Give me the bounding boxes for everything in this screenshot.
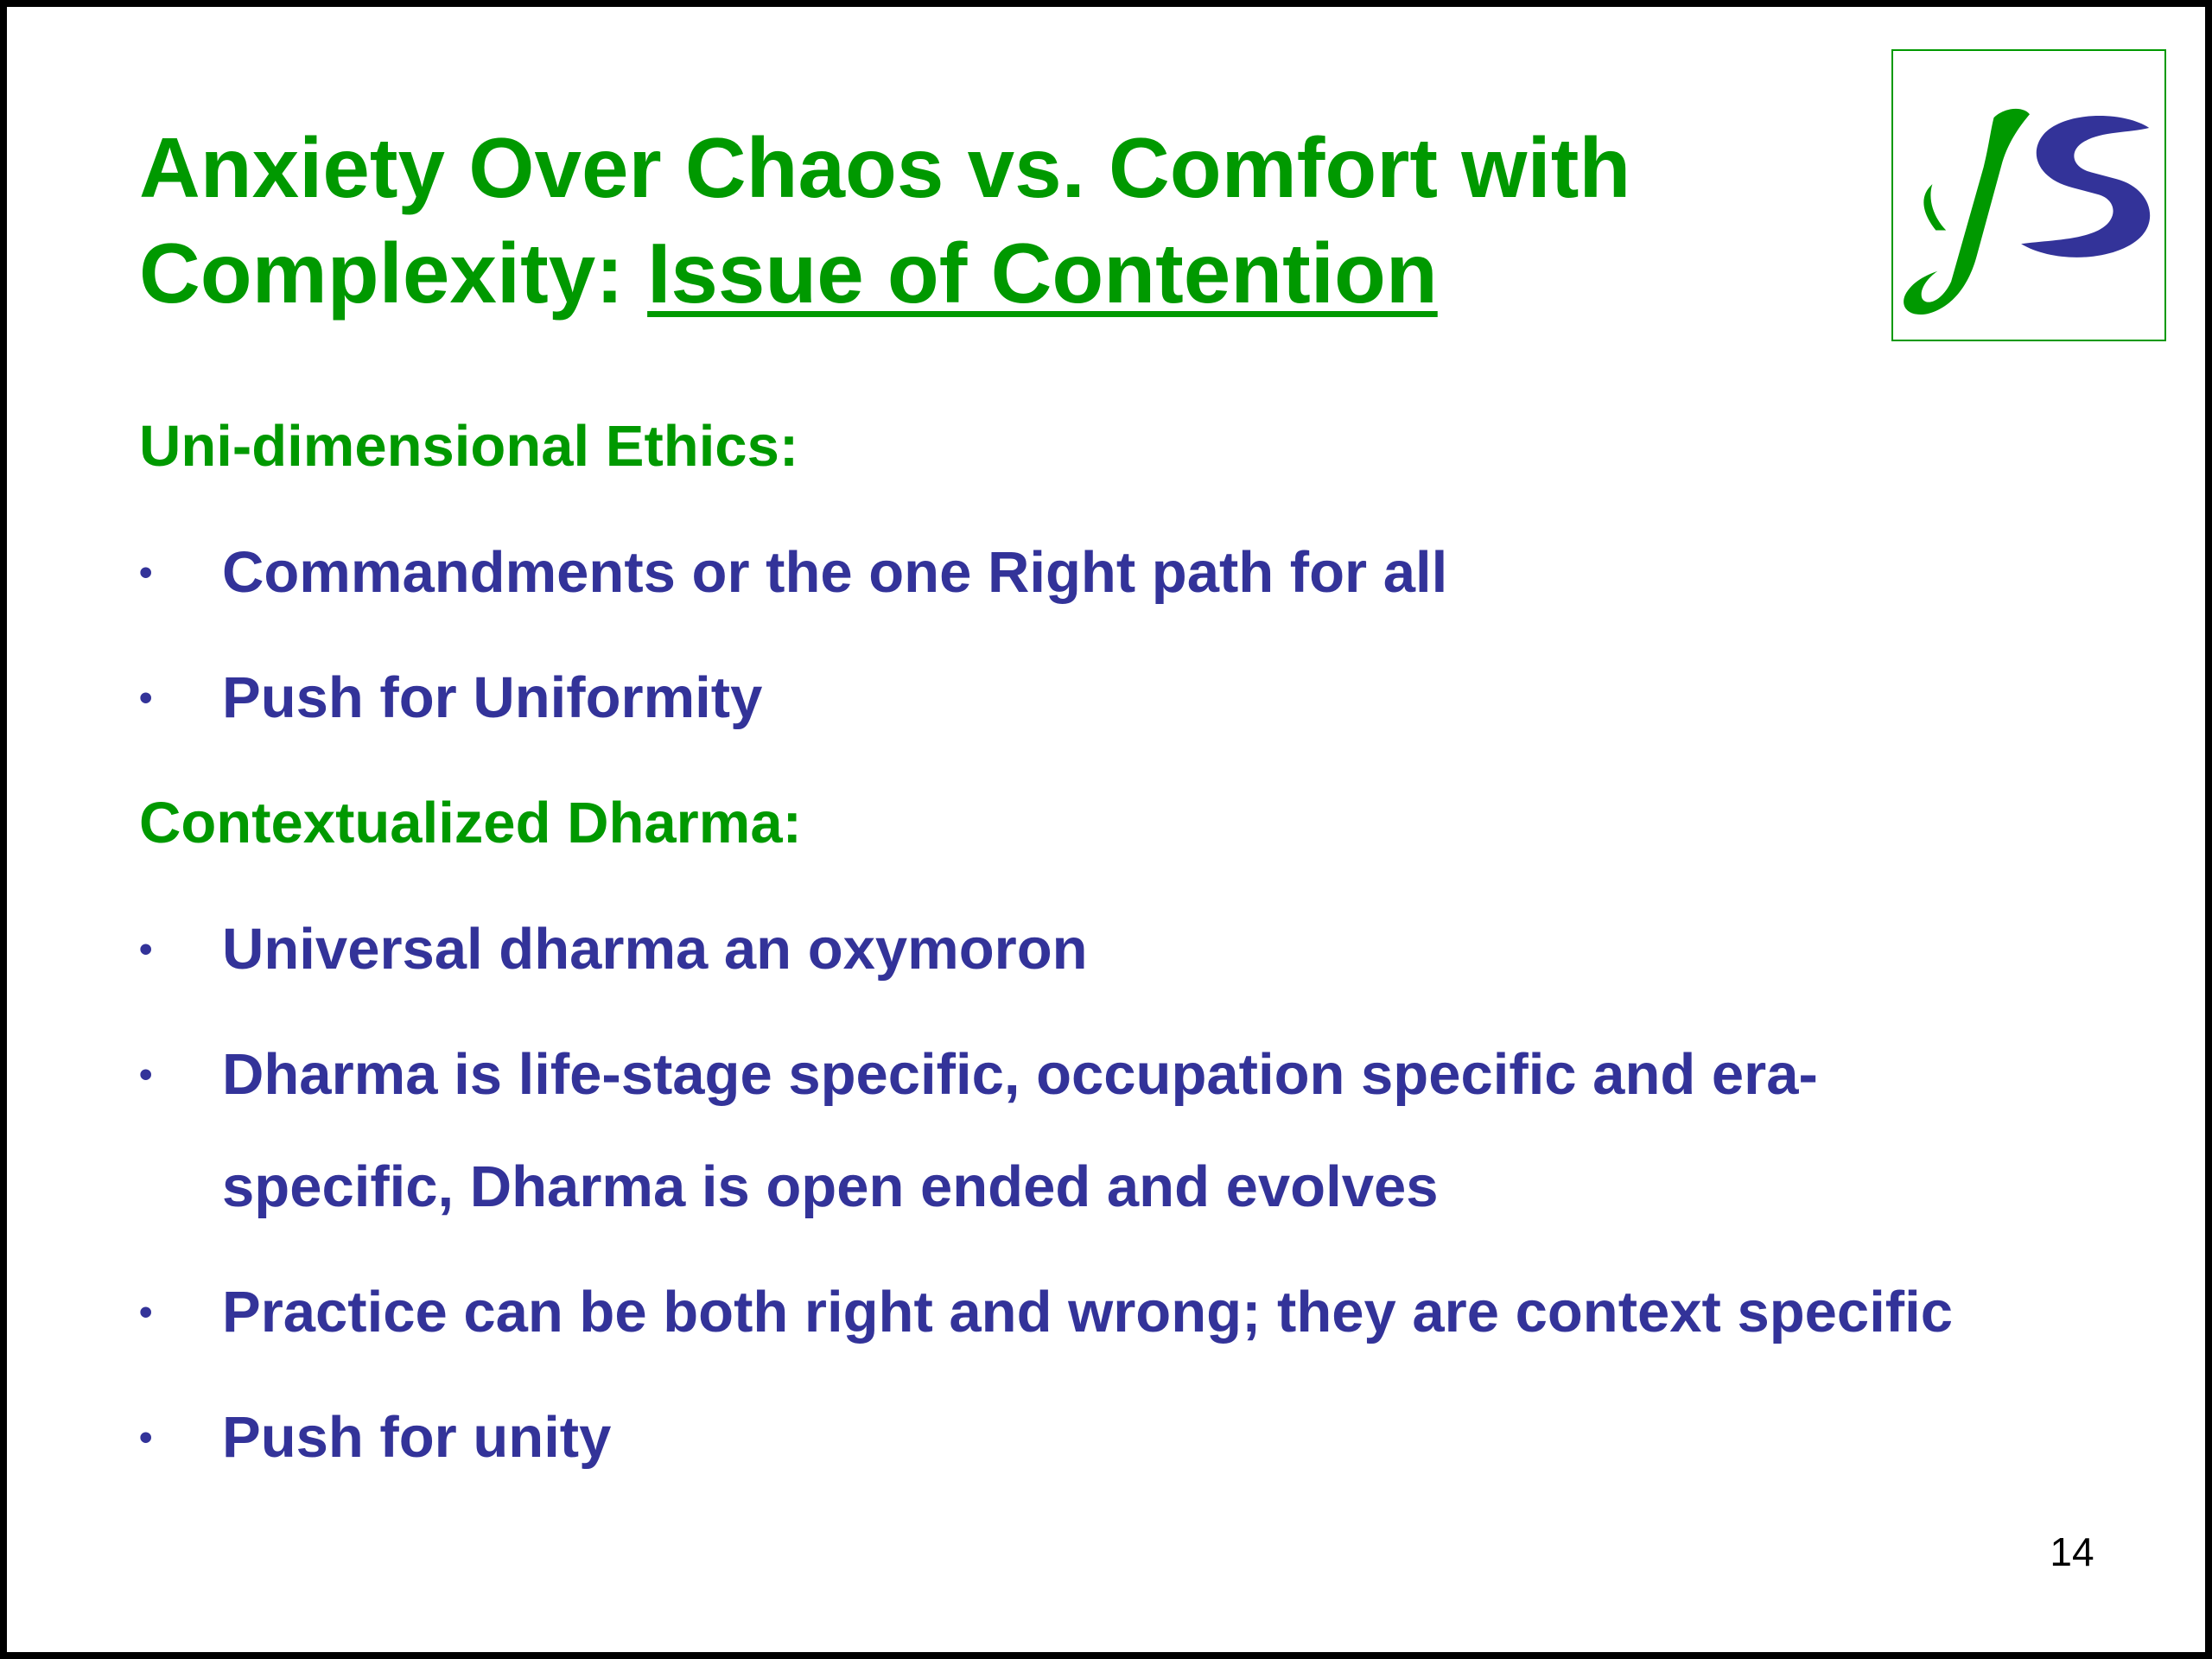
bullet-text: Universal dharma an oxymoron [222,917,1088,982]
title-line-1: Anxiety Over Chaos vs. Comfort with [139,120,1631,215]
bullet-icon: • [139,677,153,719]
bullet-icon: • [139,1291,153,1333]
bullet-icon: • [139,1053,153,1096]
title-line-2-lead: Complexity: [139,226,624,321]
bullet-text: Practice can be both right and wrong; they are context specific [222,1280,1953,1344]
bullet-icon: • [139,928,153,970]
section-heading-uni-dimensional: Uni-dimensional Ethics: [139,414,799,479]
bullet-text: specific, Dharma is open ended and evolves [222,1154,1439,1219]
js-logo-icon [1893,51,2164,340]
slide-title [139,115,1867,326]
section-heading-contextualized-dharma: Contextualized Dharma: [139,791,802,855]
title-underlined-phrase: Issue of Contention [647,226,1438,321]
bullet-icon: • [139,1416,153,1459]
page-number: 14 [2050,1529,2094,1574]
bullet-text: Push for unity [222,1405,612,1470]
bullet-text: Commandments or the one Right path for all [222,540,1448,605]
js-logo [1891,49,2166,341]
bullet-text: Dharma is life-stage specific, occupation specific and era- [222,1042,1818,1107]
bullet-icon: • [139,551,153,594]
bullet-text: Push for Uniformity [222,665,763,730]
